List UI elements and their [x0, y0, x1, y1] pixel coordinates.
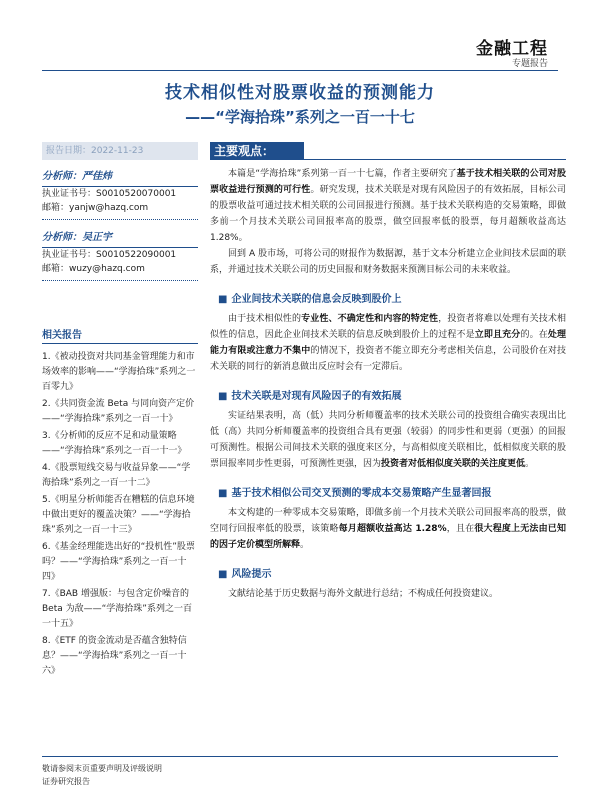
related-report-item[interactable]: 2.《共同资金流 Beta 与同向资产定价——“学海拾珠”系列之一百一十》: [42, 399, 195, 424]
analyst-email[interactable]: 邮箱：wuzy@hazq.com: [42, 264, 145, 274]
section-tech-info: [210, 290, 566, 375]
analyst-name: 分析师：吴正宇: [42, 232, 112, 243]
main-heading-rule: [304, 159, 566, 160]
analyst-cert: 执业证书号：S0010522090001: [42, 250, 177, 260]
main-content: [210, 142, 566, 602]
related-report-item[interactable]: 5.《明星分析师能否在糟糕的信息环境中做出更好的覆盖决策？——“学海拾珠”系列之一百一十三》: [42, 495, 195, 535]
related-report-item[interactable]: 6.《基金经理能选出好的“投机性”股票吗？——“学海拾珠”系列之一百一十四》: [42, 542, 195, 582]
related-report-item[interactable]: 8.《ETF 的资金流动是否蕴含独特信息？——“学海拾珠”系列之一百一十六》: [42, 636, 187, 676]
bullet-icon: ■: [218, 488, 228, 499]
related-report-item[interactable]: 1.《被动投资对共同基金管理能力和市场效率的影响——“学海拾珠”系列之一百零九》: [42, 352, 196, 392]
related-reports: [42, 326, 198, 681]
section-paragraph: 文献结论基于历史数据与海外文献进行总结；不构成任何投资建议。: [228, 589, 499, 599]
bullet-icon: ■: [218, 569, 228, 580]
section-heading: ■ 风险提示: [218, 569, 272, 580]
section-strategy: [210, 484, 566, 553]
main-points-heading: 主要观点：: [210, 142, 304, 160]
section-heading: ■ 基于技术相似公司交叉预测的零成本交易策略产生显著回报: [218, 488, 492, 499]
intro-paragraph-2: 回到 A 股市场，可将公司的财报作为数据源，基于文本分析建立企业间技术层面的联系，并通过技术关联公司的历史回报和财务数据来预测目标公司的未来收益。: [210, 249, 566, 275]
analyst-divider: [42, 219, 198, 221]
report-date: 报告日期：2022-11-23: [42, 142, 198, 160]
left-sidebar: [42, 142, 198, 282]
footer-divider: [42, 756, 558, 757]
report-subcategory: 专题报告: [511, 59, 548, 69]
analyst-email[interactable]: 邮箱：yanjw@hazq.com: [42, 203, 149, 213]
related-reports-list: [42, 350, 198, 679]
report-category: 金融工程: [476, 39, 548, 59]
section-paragraph: 本文构建的一种零成本交易策略，即做多前一个月技术关联公司回报率高的股票，做空同行回报率低的股票，该策略每月超额收益高达 1.28%，且在很大程度上无法由已知的因子定价模型所解释。: [210, 508, 566, 550]
section-paragraph: 实证结果表明，高（低）共同分析师覆盖率的技术关联公司的投资组合确实表现出比低（高）共同分析师覆盖率的投资组合具有更强（较弱）的同步性和更弱（更强）的回报可预测性。根据公司间技术关联的强度来区分，与高相似度关联相比，低相似度关联的股票回报率同步性更弱，可预测性更强，因为投资者对低相似度关联的关注度更低。: [210, 411, 566, 469]
analyst-block: [42, 231, 198, 282]
section-paragraph: 由于技术相似性的专业性、不确定性和内容的特定性，投资者将难以处理有关技术相似性的信息，因此企业间技术关联的信息反映到股价上的过程不是立即且充分的。在处理能力有限或注意力不集中的情况下，投资者不能立即充分考虑相关信息，公司股价在对技术关联的同行的新消息做出反应时会有一定滞后。: [210, 314, 566, 372]
report-subtitle: ——“学海拾珠”系列之一百一十七: [185, 108, 415, 126]
footer-report-type: 证券研究报告: [42, 777, 90, 786]
footer: [42, 762, 162, 788]
analyst-cert: 执业证书号：S0010520070001: [42, 189, 177, 199]
related-report-item[interactable]: 7.《BAB 增强版：与包含定价噪音的 Beta 为敌——“学海拾珠”系列之一百一十五》: [42, 589, 192, 629]
intro-paragraph: 本篇是“学海拾珠”系列第一百一十七篇，作者主要研究了基于技术相关联的公司对股票收益进行预测的可行性。研究发现，技术关联是对现有风险因子的有效拓展，目标公司的股票收益可通过技术相关联的公司回报进行预测。基于技术关联构造的交易策略，即做多前一个月技术关联公司回报率高的股票，做空回报率低的股票，每月超额收益高达 1.28%。: [210, 169, 566, 243]
related-reports-heading: 相关报告: [42, 326, 198, 344]
analyst-block: [42, 170, 198, 221]
section-heading: ■ 技术关联是对现有风险因子的有效拓展: [218, 391, 402, 402]
bullet-icon: ■: [218, 391, 228, 402]
report-title: 技术相似性对股票收益的预测能力: [165, 83, 435, 103]
related-report-item[interactable]: 3.《分析师的反应不足和动量策略——“学海拾珠”系列之一百一十一》: [42, 431, 187, 456]
header-divider: [42, 70, 558, 71]
footer-disclaimer: 敬请参阅末页重要声明及评级说明: [42, 764, 162, 773]
related-report-item[interactable]: 4.《股票短线交易与收益异象——“学海拾珠”系列之一百一十二》: [42, 463, 191, 488]
section-heading: ■ 企业间技术关联的信息会反映到股价上: [218, 294, 402, 305]
analyst-divider: [42, 280, 198, 282]
bullet-icon: ■: [218, 294, 228, 305]
section-risk-factor: [210, 387, 566, 472]
analyst-name: 分析师：严佳炜: [42, 171, 112, 182]
section-risk-warning: [210, 565, 566, 602]
